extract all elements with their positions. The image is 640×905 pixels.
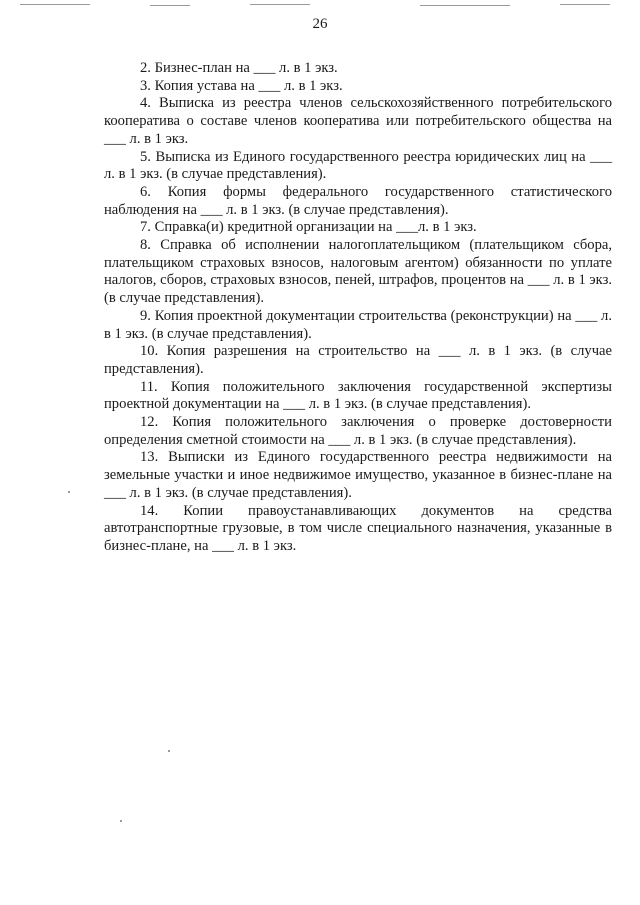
list-item-13: 13. Выписки из Единого государственного реестра недвижимости на земельные участки и иное недвижимое имущество, указанное в бизнес-плане на ___ л. в 1 экз. (в случае представления).	[104, 449, 612, 501]
list-item-7: 7. Справка(и) кредитной организации на ___л. в 1 экз.	[140, 219, 477, 236]
list-item-3: 3. Копия устава на ___ л. в 1 экз.	[140, 77, 343, 94]
scan-artifact-dot	[120, 820, 122, 822]
scan-artifact-dot	[68, 491, 70, 493]
document-body	[104, 60, 612, 556]
list-item-14: 14. Копии правоустанавливающих документов на средства автотранспортные грузовые, в том числе специального назначения, указанные в бизнес-плане, на ___ л. в 1 экз.	[104, 502, 612, 554]
list-item-4: 4. Выписка из реестра членов сельскохозяйственного потребительского кооператива о составе членов кооператива или потребительского общества на ___ л. в 1 экз.	[104, 95, 612, 147]
scan-artifact-line	[20, 4, 90, 5]
list-item-10: 10. Копия разрешения на строительство на ___ л. в 1 экз. (в случае представления).	[104, 343, 612, 377]
scan-artifact-dot	[168, 750, 170, 752]
list-item-11: 11. Копия положительного заключения государственной экспертизы проектной документации на ___ л. в 1 экз. (в случае представления).	[104, 378, 612, 413]
list-item-2: 2. Бизнес-план на ___ л. в 1 экз.	[140, 60, 338, 76]
list-item-12: 12. Копия положительного заключения о проверке достоверности определения сметной стоимости на ___ л. в 1 экз. (в случае представления).	[104, 414, 612, 448]
scan-artifact-line	[150, 5, 190, 6]
list-item-6: 6. Копия формы федерального государственного статистического наблюдения на ___ л. в 1 экз. (в случае представления).	[104, 183, 612, 218]
scan-artifact-line	[560, 4, 610, 5]
scan-artifact-line	[250, 4, 310, 5]
list-item-9: 9. Копия проектной документации строительства (реконструкции) на ___ л. в 1 экз. (в случае представления).	[104, 307, 612, 342]
list-item-8: 8. Справка об исполнении налогоплательщиком (плательщиком сбора, плательщиком страховых взносов, налоговым агентом) обязанности по уплате налогов, сборов, страховых взносов, пеней, штрафов, процентов на ___ л. в 1 экз. (в случае представления).	[104, 237, 612, 307]
page-number: 26	[312, 16, 328, 32]
list-item-5: 5. Выписка из Единого государственного реестра юридических лиц на ___ л. в 1 экз. (в случае представления).	[104, 148, 612, 183]
scan-artifact-line	[420, 5, 510, 6]
